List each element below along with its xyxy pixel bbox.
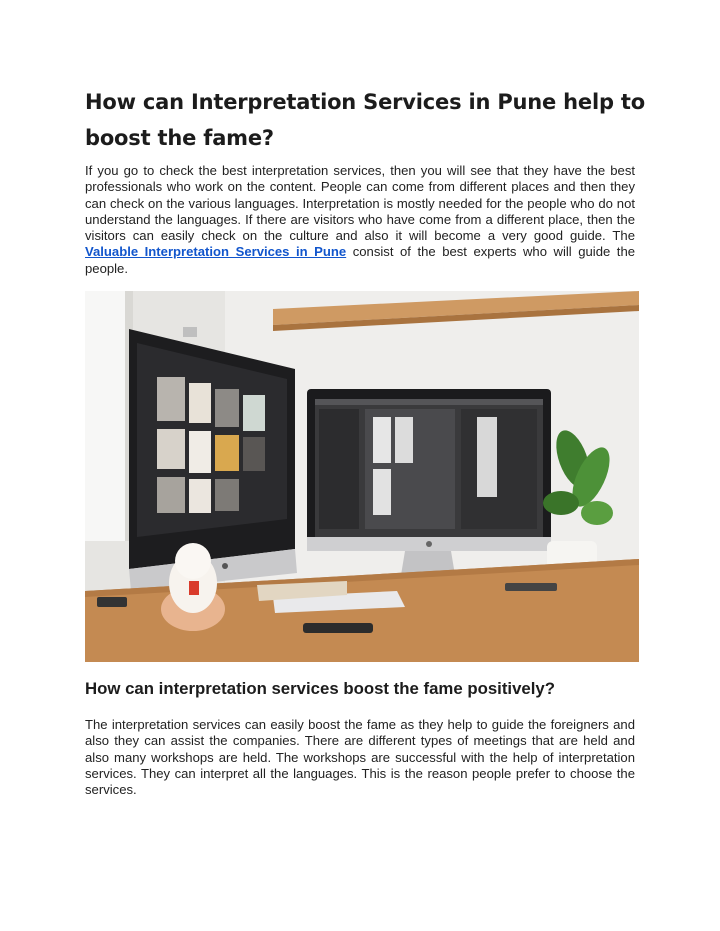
section-paragraph: The interpretation services can easily boost the fame as they help to guide the foreigners and also they can assist the companies. There are different types of meetings that are held and also many workshops are held. The workshops are successful with the help of interpretation services. They can interpret all the languages. This is the reason people prefer to choose the services. [85, 717, 635, 798]
section-heading: How can interpretation services boost the fame positively? [85, 679, 555, 698]
interpretation-services-link[interactable]: Valuable Interpretation Services in Pune [85, 244, 347, 260]
office-desk-photo [85, 291, 639, 662]
intro-text-after-link: consist of the best experts who will guide the people. [85, 244, 636, 276]
intro-paragraph [85, 163, 635, 277]
page-title: How can Interpretation Services in Pune help to boost the fame? [85, 90, 645, 150]
intro-text-before-link: If you go to check the best interpretation services, then you will see that they have the best professionals who work on the content. People can come from different places and then they can check on the various languages. Interpretation is mostly needed for the people who do not understand the languages. If there are visitors who have come from a different place, then the visitors can easily check on the culture and also it will become a very good guide. The [85, 163, 635, 244]
